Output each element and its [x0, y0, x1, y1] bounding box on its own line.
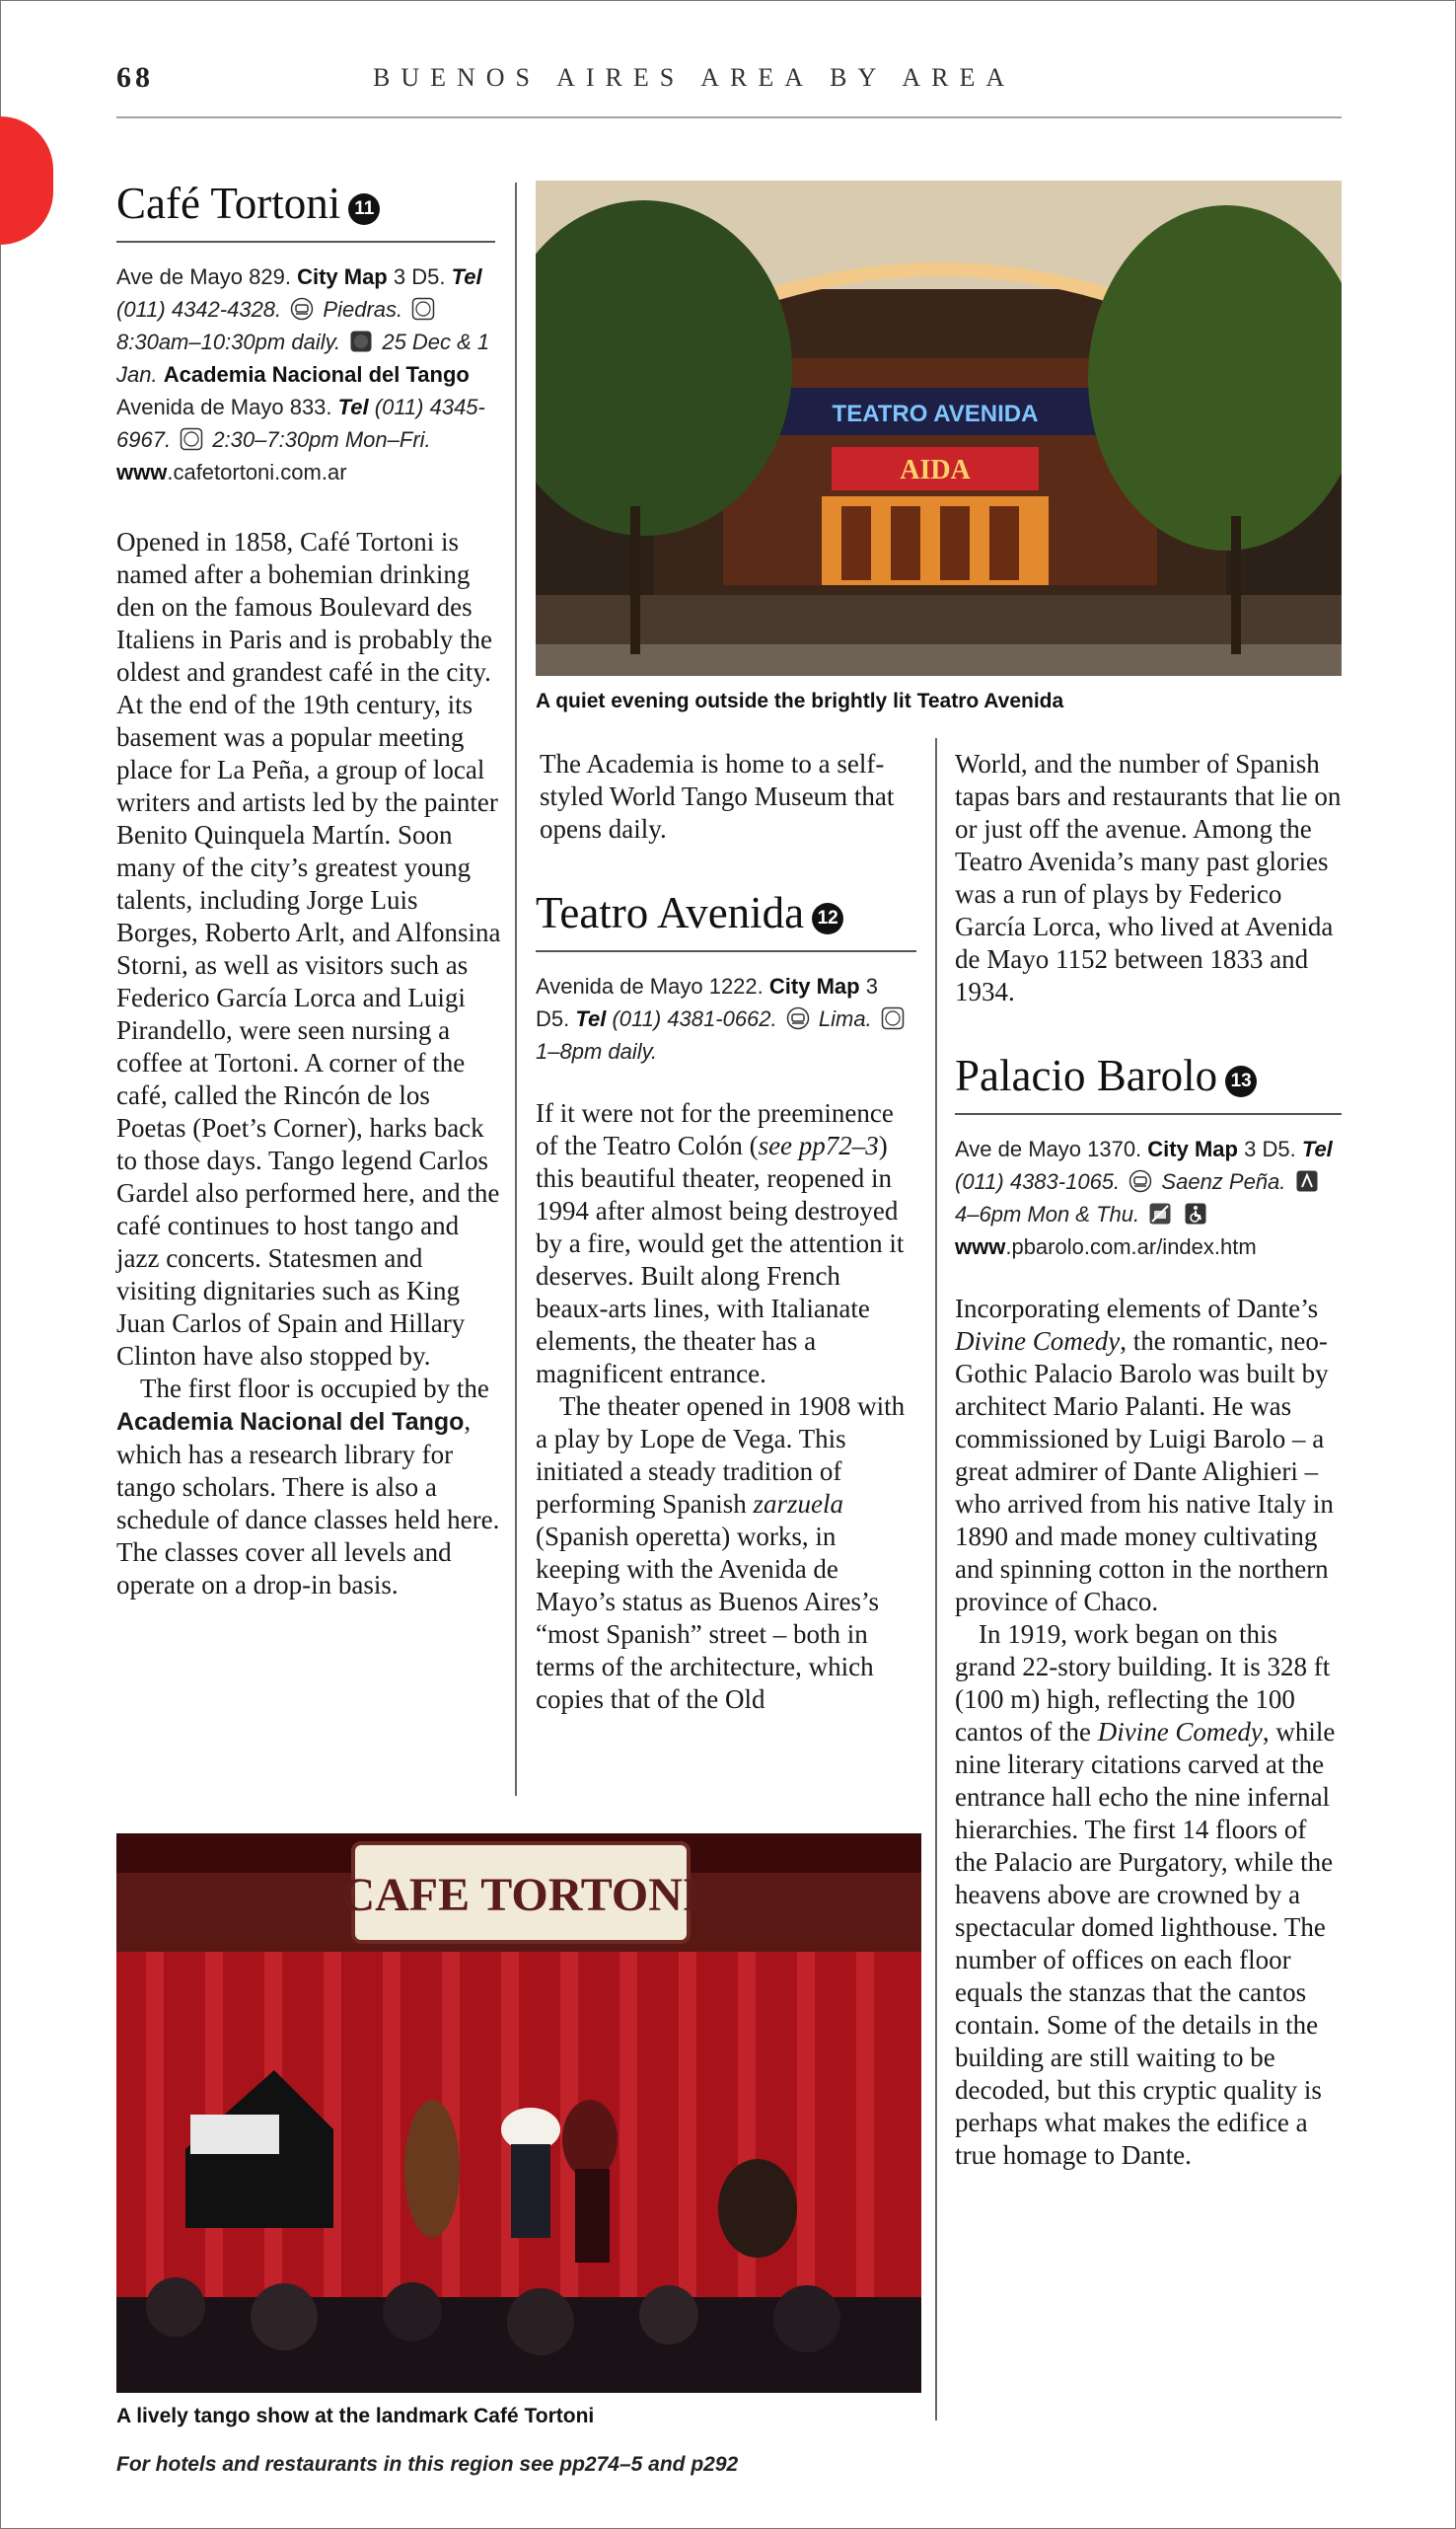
- barolo-p1-divine-comedy: Divine Comedy: [955, 1326, 1121, 1356]
- avenida-metro: Lima.: [818, 1006, 872, 1031]
- teatro-avenida-marquee: AIDA: [900, 455, 971, 485]
- clock-icon: [411, 297, 435, 321]
- barolo-web: .pbarolo.com.ar/index.htm: [1005, 1234, 1257, 1259]
- tortoni-p2-bold: Academia Nacional del Tango: [116, 1408, 465, 1436]
- guided-tour-icon: [1295, 1169, 1319, 1193]
- avenida-column: [536, 748, 916, 1716]
- closed-icon: [349, 330, 373, 353]
- barolo-citymap-label: City Map: [1147, 1137, 1238, 1161]
- avenida-citymap-ref: 3 D5.: [536, 974, 878, 1031]
- barolo-p2-divine-comedy: Divine Comedy: [1097, 1717, 1263, 1747]
- barolo-tel: (011) 4383-1065.: [955, 1169, 1121, 1194]
- tortoni-number-badge: 11: [348, 193, 380, 225]
- cafe-tortoni-photo: [116, 1833, 921, 2393]
- avenida-tel-label: Tel: [575, 1006, 607, 1031]
- avenida-title: Teatro Avenida: [536, 888, 805, 937]
- barolo-paragraph-2: [955, 1618, 1342, 2172]
- tortoni-body: [116, 526, 501, 1601]
- avenida-p1-b: ) this beautiful theater, reopened in 1994 after almost being destroyed by a fire, would get the attention it deserves. Built along French beaux-arts lines, with Italianate elements, the theater has a magnificent entrance.: [536, 1131, 905, 1388]
- teatro-avenida-illustration: [536, 181, 1342, 676]
- barolo-p1-a: Incorporating elements of Dante’s: [955, 1294, 1319, 1323]
- tortoni-tel-label: Tel: [451, 264, 482, 289]
- cafe-tortoni-caption: A lively tango show at the landmark Café Tortoni: [116, 2405, 595, 2427]
- academia-tel-label: Tel: [337, 395, 369, 419]
- teatro-avenida-sign: TEATRO AVENIDA: [832, 401, 1039, 427]
- barolo-p2-b: , while nine literary citations carved at the entrance hall echo the nine infernal hierarchies. The first 14 floors of the Palacio are Purgatory, while the heavens above are crowned by a spectacular domed lighthouse. The number of offices on each floor equals the stanzas that the cantos contain. Some of the details in the building are still waiting to be decoded, but this cryptic quality is perhaps what makes the edifice a true homage to Dante.: [955, 1717, 1336, 2170]
- tortoni-web: .cafetortoni.com.ar: [167, 460, 347, 484]
- barolo-hours: 4–6pm Mon & Thu.: [955, 1202, 1140, 1227]
- avenida-address: Avenida de Mayo 1222.: [536, 974, 764, 999]
- barolo-info: [955, 1133, 1342, 1263]
- tortoni-citymap-ref: 3 D5.: [393, 264, 446, 289]
- avenida-number-badge: 12: [812, 903, 843, 934]
- barolo-address: Ave de Mayo 1370.: [955, 1137, 1142, 1161]
- teatro-avenida-photo: [536, 181, 1342, 676]
- tortoni-closed: 25 Dec & 1 Jan.: [116, 330, 490, 387]
- barolo-column: [955, 748, 1342, 2172]
- metro-icon: [1128, 1169, 1152, 1193]
- clock-icon: [881, 1006, 905, 1030]
- cafe-tortoni-illustration: [116, 1833, 921, 2393]
- tortoni-metro: Piedras.: [323, 297, 403, 322]
- academia-address: Avenida de Mayo 833.: [116, 395, 332, 419]
- tortoni-p2-b: , which has a research library for tango scholars. There is also a schedule of dance classes held here. The classes cover all levels and operate on a drop-in basis.: [116, 1406, 500, 1599]
- tortoni-info: [116, 260, 495, 488]
- academia-continued: The Academia is home to a self-styled World Tango Museum that opens daily.: [540, 749, 895, 844]
- academia-hours: 2:30–7:30pm Mon–Fri.: [212, 427, 431, 452]
- avenida-p2-a: The theater opened in 1908 with a play by Lope de Vega. This initiated a steady tradition of performing Spanish: [536, 1391, 906, 1519]
- barolo-web-prefix: www: [955, 1234, 1006, 1259]
- column-rule-2: [935, 738, 937, 2420]
- avenida-paragraph-1: [536, 1097, 916, 1390]
- avenida-heading: [536, 887, 916, 952]
- wheelchair-icon: [1184, 1202, 1207, 1226]
- tortoni-title: Café Tortoni: [116, 179, 341, 228]
- teatro-avenida-caption: A quiet evening outside the brightly lit Teatro Avenida: [536, 690, 1064, 712]
- barolo-p1-b: , the romantic, neo-Gothic Palacio Barolo was built by architect Mario Palanti. He was commissioned by Luigi Barolo – a great admirer of Dante Alighieri – who arrived from his native Italy in 1890 and made money cultivating and spinning cotton in the northern province of Chaco.: [955, 1326, 1334, 1616]
- avenida-tel: (011) 4381-0662.: [612, 1006, 777, 1031]
- barolo-body: [955, 1293, 1342, 2172]
- barolo-title: Palacio Barolo: [955, 1051, 1218, 1100]
- tortoni-citymap-label: City Map: [297, 264, 388, 289]
- barolo-p2-a: In 1919, work began on this grand 22-story building. It is 328 ft (100 m) high, reflecting the 100 cantos of the: [955, 1619, 1331, 1747]
- tortoni-column: [116, 178, 501, 1601]
- academia-name: Academia Nacional del Tango: [163, 362, 470, 387]
- barolo-tel-label: Tel: [1301, 1137, 1333, 1161]
- running-header: [116, 61, 1342, 118]
- avenida-see-ref: see pp72–3: [758, 1131, 879, 1160]
- metro-icon: [786, 1006, 810, 1030]
- clock-icon: [180, 427, 203, 451]
- avenida-paragraph-3: World, and the number of Spanish tapas bars and restaurants that lie on or just off the avenue. Among the Teatro Avenida’s many past glories was a run of plays by Federico García Lorca, who lived at Avenida de Mayo 1152 between 1833 and 1934.: [955, 749, 1342, 1006]
- tortoni-hours: 8:30am–10:30pm daily.: [116, 330, 341, 354]
- barolo-paragraph-1: [955, 1293, 1342, 1618]
- tortoni-heading: [116, 178, 495, 243]
- running-title: BUENOS AIRES AREA BY AREA: [373, 63, 1016, 92]
- academia-tel: (011) 4345-6967.: [116, 395, 485, 452]
- barolo-heading: [955, 1050, 1342, 1115]
- metro-icon: [290, 297, 314, 321]
- column-rule-1: [515, 183, 517, 1796]
- barolo-number-badge: 13: [1225, 1066, 1257, 1097]
- avenida-zarzuela: zarzuela: [753, 1489, 843, 1519]
- no-photography-icon: [1148, 1202, 1172, 1226]
- avenida-p1-a: If it were not for the preeminence of the Teatro Colón (: [536, 1098, 894, 1160]
- tortoni-paragraph-2: [116, 1373, 501, 1601]
- avenida-citymap-label: City Map: [768, 974, 860, 999]
- barolo-metro: Saenz Peña.: [1161, 1169, 1286, 1194]
- avenida-info: [536, 970, 916, 1068]
- avenida-paragraph-2: [536, 1390, 916, 1716]
- cafe-tortoni-sign: CAFE TORTONI: [340, 1869, 701, 1921]
- tortoni-p2-a: The first floor is occupied by the: [140, 1374, 489, 1403]
- barolo-citymap-ref: 3 D5.: [1244, 1137, 1296, 1161]
- tortoni-address: Ave de Mayo 829.: [116, 264, 291, 289]
- avenida-p2-b: (Spanish operetta) works, in keeping with the Avenida de Mayo’s status as Buenos Aires’s “most Spanish” street – both in terms of the architecture, which copies that of the Old: [536, 1522, 879, 1714]
- tortoni-tel: (011) 4342-4328.: [116, 297, 282, 322]
- tortoni-web-prefix: www: [116, 460, 168, 484]
- tortoni-paragraph-1: Opened in 1858, Café Tortoni is named after a bohemian drinking den on the famous Boulevard des Italiens in Paris and is probably the oldest and grandest café in the city. At the end of the 19th century, its basement was a popular meeting place for La Peña, a group of local writers and artists led by the painter Benito Quinquela Martín. Soon many of the city’s greatest young talents, including Jorge Luis Borges, Roberto Arlt, and Alfonsina Storni, as well as visitors such as Federico García Lorca and Luigi Pirandello, were seen nursing a coffee at Tortoni. A corner of the café, called the Rincón de los Poetas (Poet’s Corner), harks back to those days. Tango legend Carlos Gardel also performed here, and the café continues to host tango and jazz concerts. Statesmen and visiting dignitaries such as King Juan Carlos of Spain and Hillary Clinton have also stopped by.: [116, 527, 501, 1371]
- avenida-body: [536, 1097, 916, 1716]
- page-footer: For hotels and restaurants in this region see pp274–5 and p292: [116, 2453, 739, 2476]
- page-number: 68: [116, 61, 154, 94]
- avenida-hours: 1–8pm daily.: [536, 1039, 658, 1064]
